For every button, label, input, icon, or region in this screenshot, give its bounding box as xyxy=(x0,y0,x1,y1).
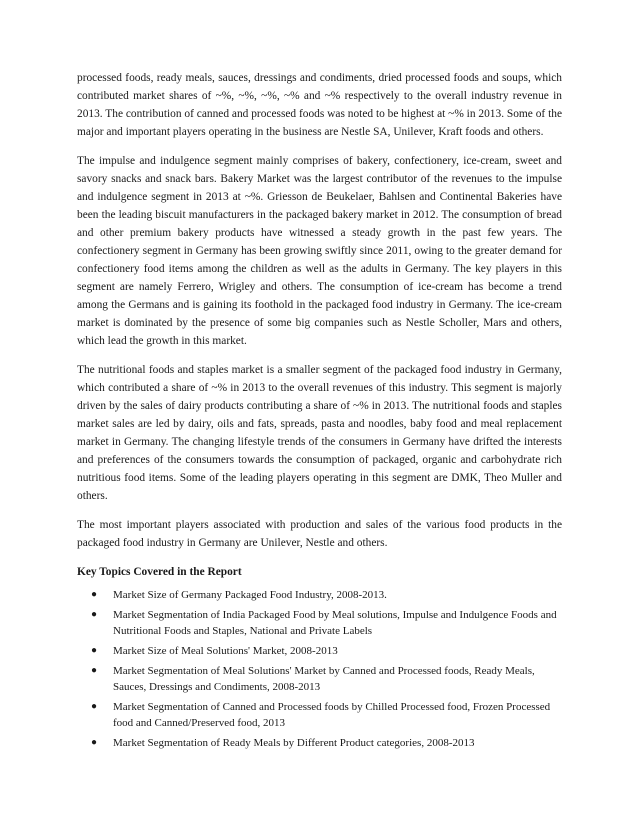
list-item xyxy=(91,663,562,695)
list-item xyxy=(91,587,562,603)
bullet-icon: ● xyxy=(91,665,98,676)
paragraph-impulse-indulgence: The impulse and indulgence segment mainly comprises of bakery, confectionery, ice-cream, sweet and savory snacks and snack bars. Bakery Market was the largest contributor of the revenues to the impulse and indulgence segment in 2013 at ~%. Griesson de Beukelaer, Bahlsen and Continental Bakeries have been the leading biscuit manufacturers in the packaged bakery market in 2012. The consumption of bread and other premium bakery products have witnessed a steady growth in the past few years. The confectionery segment in Germany has been growing swiftly since 2011, owing to the greater demand for confectionery food items among the children as well as the adults in Germany. The key players in this segment are namely Ferrero, Wrigley and others. The consumption of ice-cream has become a trend among the Germans and is gaining its foothold in the packaged food industry in Germany. The ice-cream market is dominated by the presence of some big companies such as Nestle Scholler, Mars and others, which lead the growth in this market. xyxy=(77,155,562,347)
list-item-text: Market Size of Meal Solutions' Market, 2008-2013 xyxy=(113,645,338,657)
bullet-icon: ● xyxy=(91,701,98,712)
list-item xyxy=(91,607,562,639)
list-item-text: Market Segmentation of India Packaged Food by Meal solutions, Impulse and Indulgence Foods and Nutritional Foods and Staples, National and Private Labels xyxy=(113,609,557,637)
paragraph-meal-solutions: processed foods, ready meals, sauces, dressings and condiments, dried processed foods and soups, which contributed market shares of ~%, ~%, ~%, ~% and ~% respectively to the overall industry revenue in 2013. The contribution of canned and processed foods was noted to be highest at ~% in 2013. Some of the major and important players operating in the business are Nestle SA, Unilever, Kraft foods and others. xyxy=(77,72,562,138)
document-page xyxy=(77,69,562,755)
bullet-icon: ● xyxy=(91,737,98,748)
list-item-text: Market Segmentation of Canned and Processed foods by Chilled Processed food, Frozen Processed food and Canned/Preserved food, 2013 xyxy=(113,701,551,729)
list-item xyxy=(91,643,562,659)
list-item-text: Market Segmentation of Ready Meals by Different Product categories, 2008-2013 xyxy=(113,737,475,749)
paragraph-important-players: The most important players associated with production and sales of the various food products in the packaged food industry in Germany are Unilever, Nestle and others. xyxy=(77,519,562,549)
list-item-text: Market Size of Germany Packaged Food Industry, 2008-2013. xyxy=(113,589,387,601)
bullet-icon: ● xyxy=(91,645,98,656)
list-item xyxy=(91,735,562,751)
bullet-icon: ● xyxy=(91,589,98,600)
key-topics-list xyxy=(77,587,562,751)
bullet-icon: ● xyxy=(91,609,98,620)
paragraph-nutritional-staples: The nutritional foods and staples market is a smaller segment of the packaged food industry in Germany, which contributed a share of ~% in 2013 to the overall revenues of this industry. This segment is majorly driven by the sales of dairy products contributing a share of ~% in 2013. The nutritional foods and staples market sales are led by dairy, oils and fats, spreads, pasta and noodles, baby food and meal replacement market in Germany. The changing lifestyle trends of the consumers in Germany have drifted the interests and preferences of the consumers towards the consumption of packaged, organic and carbohydrate rich nutritious food items. Some of the leading players operating in this segment are DMK, Theo Muller and others. xyxy=(77,364,562,502)
list-item xyxy=(91,699,562,731)
list-item-text: Market Segmentation of Meal Solutions' Market by Canned and Processed foods, Ready Meals, Sauces, Dressings and Condiments, 2008-2013 xyxy=(113,665,535,693)
key-topics-heading: Key Topics Covered in the Report xyxy=(77,566,242,578)
